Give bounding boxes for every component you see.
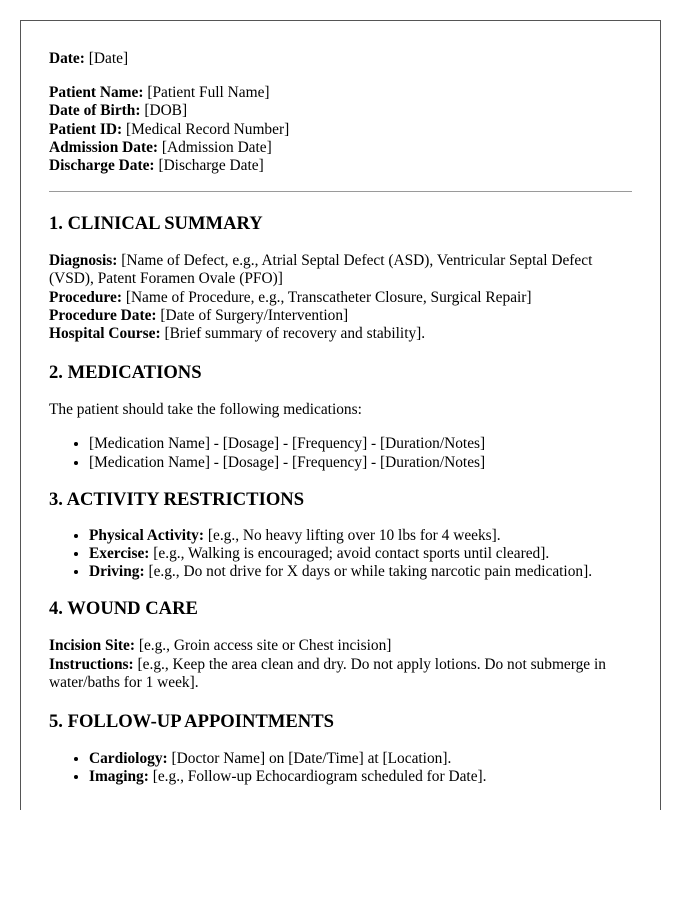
medications-list [49, 435, 632, 471]
patient-id-label: Patient ID: [49, 120, 123, 138]
follow-up-list [49, 750, 632, 786]
activity-item-exercise [89, 545, 632, 563]
procedure-date-line [49, 307, 632, 325]
hospital-course-line [49, 325, 632, 343]
discharge-date-line [49, 157, 632, 175]
incision-site-value: [e.g., Groin access site or Chest incision] [138, 637, 392, 655]
wound-care-heading: 4. WOUND CARE [49, 598, 198, 620]
activity-item-physical [89, 527, 632, 545]
activity-value: [e.g., Do not drive for X days or while taking narcotic pain medication]. [148, 563, 593, 581]
discharge-date-value: [Discharge Date] [158, 157, 264, 175]
instructions-label: Instructions: [49, 655, 134, 673]
discharge-date-label: Discharge Date: [49, 157, 155, 175]
activity-item-driving [89, 563, 632, 581]
activity-value: [e.g., Walking is encouraged; avoid contact sports until cleared]. [153, 545, 550, 563]
follow-up-heading: 5. FOLLOW-UP APPOINTMENTS [49, 711, 334, 733]
follow-up-value: [e.g., Follow-up Echocardiogram scheduled for Date]. [152, 768, 487, 786]
medication-item: • [Medication Name] - [Dosage] - [Frequency] - [Duration/Notes] [89, 454, 632, 472]
hospital-course-label: Hospital Course: [49, 325, 161, 343]
medications-heading: 2. MEDICATIONS [49, 362, 202, 384]
instructions-value: [e.g., Keep the area clean and dry. Do not apply lotions. Do not submerge in water/baths for 1 week]. [49, 655, 606, 691]
header-divider [49, 191, 632, 192]
patient-id-line [49, 121, 632, 139]
diagnosis-value: [Name of Defect, e.g., Atrial Septal Defect (ASD), Ventricular Septal Defect (VSD), Patent Foramen Ovale (PFO)] [49, 252, 593, 288]
date-value: [Date] [88, 50, 129, 67]
medication-item: • [Medication Name] - [Dosage] - [Frequency] - [Duration/Notes] [89, 435, 632, 453]
patient-name-line [49, 84, 632, 102]
dob-value: [DOB] [144, 102, 188, 120]
dob-line [49, 102, 632, 120]
admission-date-label: Admission Date: [49, 138, 159, 156]
admission-date-value: [Admission Date] [161, 138, 272, 156]
follow-up-label: Imaging: [89, 768, 149, 786]
clinical-summary-heading: 1. CLINICAL SUMMARY [49, 213, 263, 235]
activity-restrictions-heading: 3. ACTIVITY RESTRICTIONS [49, 488, 305, 510]
activity-label: Exercise: [89, 545, 150, 563]
incision-site-line [49, 637, 632, 655]
admission-date-line [49, 139, 632, 157]
procedure-value: [Name of Procedure, e.g., Transcatheter Closure, Surgical Repair] [125, 288, 532, 306]
incision-site-label: Incision Site: [49, 637, 135, 655]
activity-label: Driving: [89, 563, 145, 581]
activity-label: Physical Activity: [89, 526, 204, 544]
activity-value: [e.g., No heavy lifting over 10 lbs for 4 weeks]. [207, 526, 501, 544]
dob-label: Date of Birth: [49, 102, 141, 120]
patient-name-value: [Patient Full Name] [147, 84, 270, 102]
follow-up-value: [Doctor Name] on [Date/Time] at [Location]. [171, 750, 452, 768]
procedure-date-value: [Date of Surgery/Intervention] [160, 306, 349, 324]
diagnosis-label: Diagnosis: [49, 252, 118, 270]
date-line [49, 50, 632, 68]
follow-up-item-cardiology [89, 750, 632, 768]
instructions-line [49, 656, 632, 692]
diagnosis-line [49, 252, 632, 288]
hospital-course-value: [Brief summary of recovery and stability]. [164, 325, 426, 343]
patient-id-value: [Medical Record Number] [125, 120, 290, 138]
procedure-date-label: Procedure Date: [49, 306, 157, 324]
procedure-line [49, 289, 632, 307]
medications-intro: The patient should take the following medications: [49, 401, 362, 419]
procedure-label: Procedure: [49, 288, 122, 306]
follow-up-item-imaging [89, 768, 632, 786]
discharge-document [20, 20, 661, 810]
patient-name-label: Patient Name: [49, 84, 144, 102]
date-label: Date: [49, 50, 85, 67]
activity-list [49, 527, 632, 582]
follow-up-label: Cardiology: [89, 750, 168, 768]
